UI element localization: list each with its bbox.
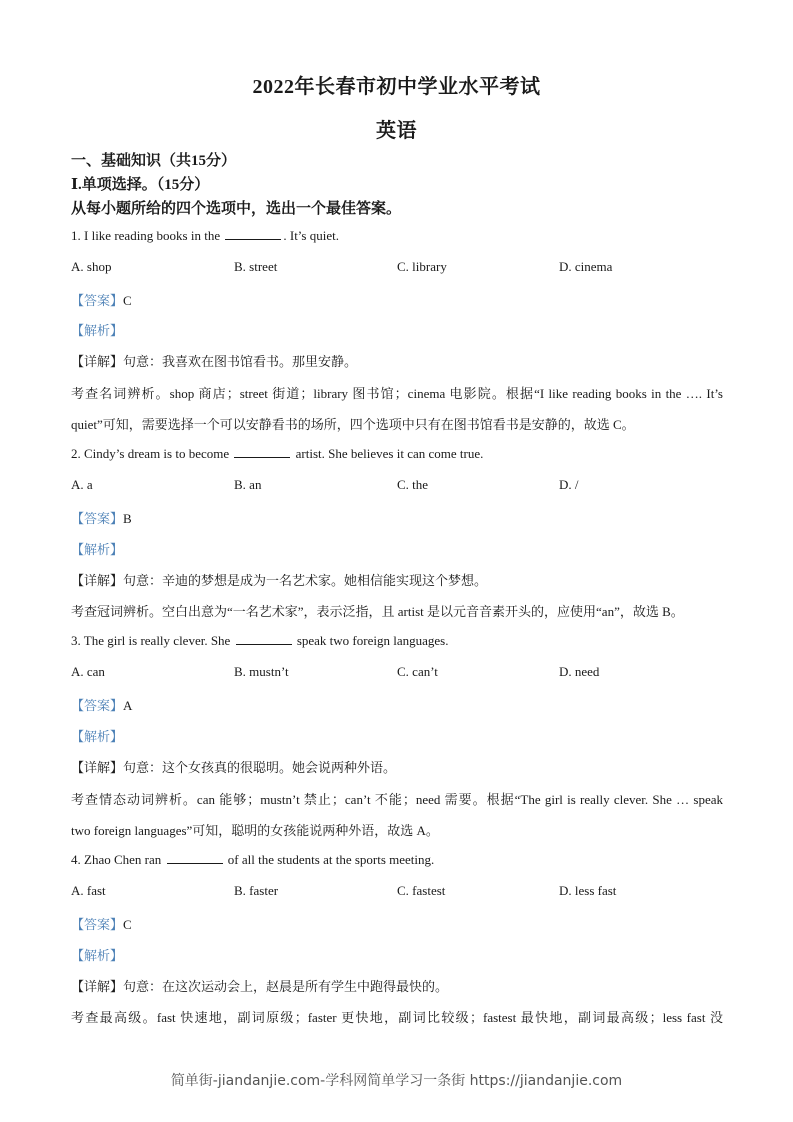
analysis-tag: 【解析】 [71,948,124,963]
option-b: B. an [234,477,262,492]
option-d: D. less fast [559,883,617,898]
answer-tag: 【答案】 [71,917,124,932]
detail-text: 句意：辛迪的梦想是成为一名艺术家。她相信能实现这个梦想。 [123,573,488,588]
option-d: D. need [559,664,600,679]
explanation-line: 考查名词辨析。shop 商店；street 街道；library 图书馆；cinema 电影院。根据“I like reading books in the …. It’s [71,386,723,401]
instruction: 从每小题所给的四个选项中，选出一个最佳答案。 [71,201,402,217]
option-a: A. fast [71,883,106,898]
option-c: C. can’t [397,664,438,679]
part-heading: Ⅰ.单项选择。（15分） [71,177,210,193]
option-a: A. shop [71,259,112,274]
answer-value: C [123,917,132,932]
option-b: B. street [234,259,278,274]
stem-text: . It’s quiet. [283,228,339,243]
explanation-line: two foreign languages”可知，聪明的女孩能说两种外语，故选 A。 [71,823,439,838]
answer-blank [167,852,223,864]
stem-text: 3. The girl is really clever. She [71,633,231,648]
answer-tag: 【答案】 [71,511,124,526]
stem-text: speak two foreign languages. [296,633,449,648]
detail-line [71,570,487,589]
stem-text: 1. I like reading books in the [71,228,221,243]
detail-text: 句意：这个女孩真的很聪明。她会说两种外语。 [123,760,397,775]
stem-text: artist. She believes it can come true. [295,446,484,461]
analysis-tag: 【解析】 [71,323,124,338]
analysis-tag: 【解析】 [71,729,124,744]
footer-watermark: 简单街-jiandanjie.com-学科网简单学习一条街 https://jiandanjie.com [170,1073,623,1089]
subject-title: 英语 [376,120,417,142]
detail-text: 句意：我喜欢在图书馆看书。那里安静。 [123,354,358,369]
stem-text: of all the students at the sports meeting. [227,852,435,867]
answer-blank [234,446,290,458]
detail-line [71,757,396,776]
question-4-stem [71,852,434,868]
detail-text: 句意：在这次运动会上，赵晨是所有学生中跑得最快的。 [123,979,449,994]
explanation-line: quiet”可知，需要选择一个可以安静看书的场所，四个选项中只有在图书馆看书是安静的，故选 C。 [71,417,635,432]
option-b: B. faster [234,883,279,898]
option-c: C. library [397,259,447,274]
detail-tag: 【详解】 [71,573,124,588]
question-1-stem [71,228,339,244]
option-d: D. / [559,477,579,492]
detail-tag: 【详解】 [71,760,124,775]
answer-value: C [123,293,132,308]
answer-blank [225,228,281,240]
detail-tag: 【详解】 [71,979,124,994]
answer-line [71,914,132,933]
answer-tag: 【答案】 [71,698,124,713]
explanation-line: 考查冠词辨析。空白出意为“一名艺术家”，表示泛指，且 artist 是以元音音素开头的，应使用“an”，故选 B。 [71,604,684,619]
answer-line [71,508,132,527]
question-3-stem [71,633,448,649]
question-2-stem [71,446,483,462]
option-d: D. cinema [559,259,613,274]
stem-text: 2. Cindy’s dream is to become [71,446,230,461]
analysis-tag: 【解析】 [71,542,124,557]
stem-text: 4. Zhao Chen ran [71,852,162,867]
answer-value: A [123,698,133,713]
option-a: A. can [71,664,105,679]
explanation-line: 考查情态动词辨析。can 能够；mustn’t 禁止；can’t 不能；need 需要。根据“The girl is really clever. She … speak [71,792,723,807]
explanation-line: 考查最高级。fast 快速地，副词原级；faster 更快地，副词比较级；fastest 最快地，副词最高级；less fast 没 [71,1010,723,1025]
answer-blank [236,633,292,645]
option-b: B. mustn’t [234,664,289,679]
answer-value: B [123,511,132,526]
option-c: C. the [397,477,429,492]
section-heading: 一、基础知识（共15分） [71,153,237,169]
answer-tag: 【答案】 [71,293,124,308]
detail-line [71,351,357,370]
page-title: 2022年长春市初中学业水平考试 [252,76,541,98]
option-a: A. a [71,477,93,492]
answer-line [71,290,132,309]
detail-line [71,976,448,995]
detail-tag: 【详解】 [71,354,124,369]
option-c: C. fastest [397,883,446,898]
answer-line [71,695,132,714]
